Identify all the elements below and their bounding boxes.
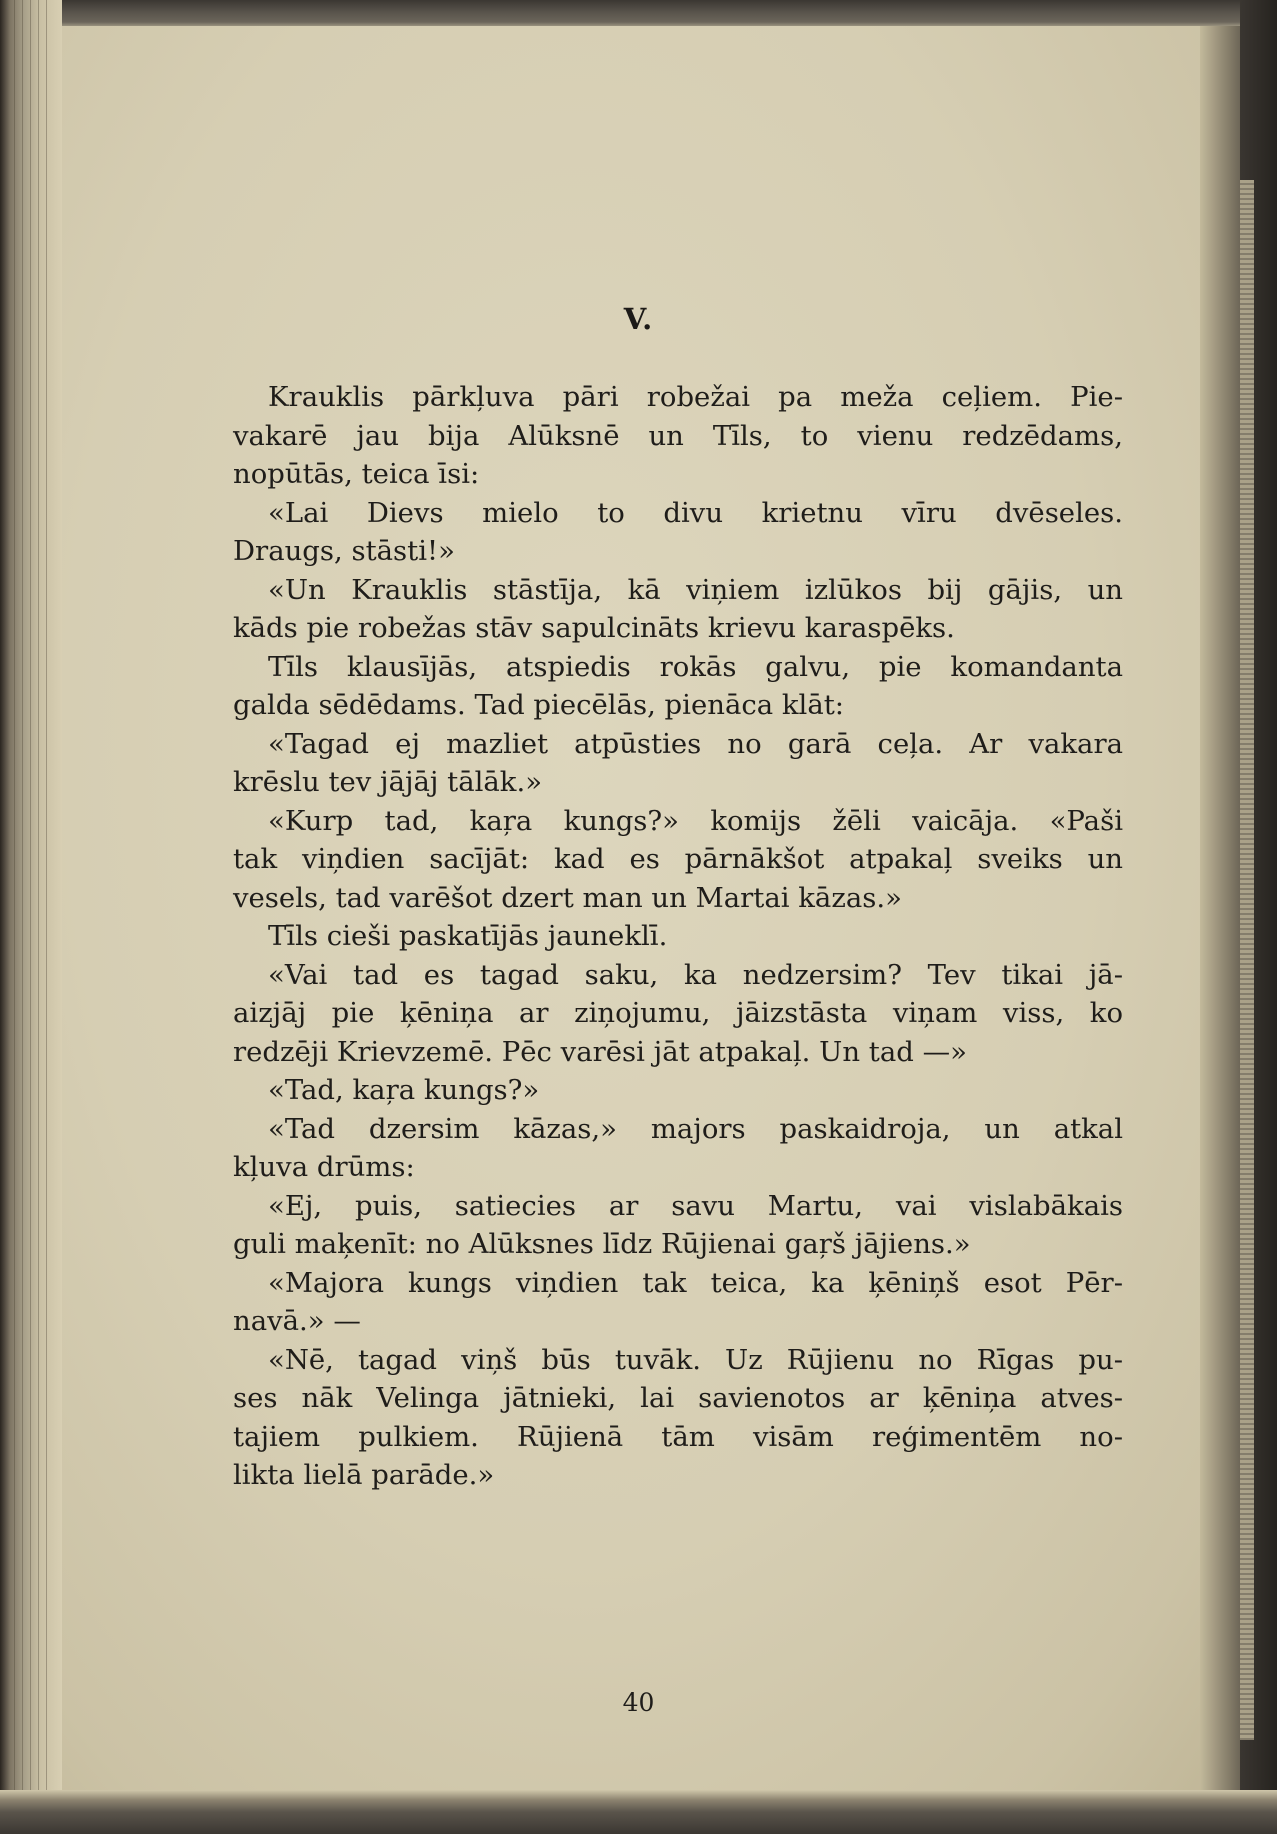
text-line: «Tagad ej mazliet atpūsties no garā ceļa. Ar vakara [268,727,1123,760]
text-line: «Un Krauklis stāstīja, kā viņiem izlūkos bij gājis, un [268,573,1123,606]
text-line: «Ej, puis, satiecies ar savu Martu, vai vislabākais [268,1189,1123,1222]
text-line: Krauklis pārkļuva pāri robežai pa meža ceļiem. Pie- [268,381,1123,413]
text-line: aizjāj pie ķēniņa ar ziņojumu, jāizstāsta viņam viss, ko [233,997,1123,1029]
page-number: 40 [622,1688,655,1717]
text-line: ses nāk Velinga jātnieki, lai savienotos ar ķēniņa atves- [233,1382,1123,1414]
body-text [233,378,1123,1495]
paragraph [233,494,1123,571]
bottom-binding-edge [0,1790,1277,1834]
text-line: nopūtās, teica īsi: [233,458,480,490]
page-gutter-shadow [1200,26,1240,1796]
paragraph [233,956,1123,1072]
paragraph [233,1264,1123,1341]
paragraph [233,571,1123,648]
text-line: tak viņdien sacījāt: kad es pārnākšot atpakaļ sveiks un [233,843,1123,875]
chapter-heading: V. [623,302,654,336]
text-line: «Tad dzersim kāzas,» majors paskaidroja, un atkal [268,1112,1123,1145]
text-line: «Kurp tad, kaŗa kungs?» komijs žēli vaicāja. «Paši [268,804,1123,837]
text-line: «Vai tad es tagad saku, ka nedzersim? Tev tikai jā- [268,958,1123,991]
page-edges [1240,180,1254,1740]
text-line: vakarē jau bija Alūksnē un Tīls, to vienu redzēdams, [233,419,1123,452]
text-line: likta lielā parāde.» [233,1459,495,1491]
paragraph [233,725,1123,802]
text-line: Tīls klausījās, atspiedis rokās galvu, pie komandanta [268,650,1123,683]
paragraph [233,1110,1123,1187]
paragraph [233,1071,1123,1110]
paragraph [233,1187,1123,1264]
left-binding-edge [0,0,62,1834]
text-line: «Lai Dievs mielo to divu krietnu vīru dvēseles. [268,496,1123,529]
paragraph [233,648,1123,725]
text-line: guli maķenīt: no Alūksnes līdz Rūjienai gaŗš jājiens.» [233,1228,971,1260]
text-line: kļuva drūms: [233,1151,415,1183]
paragraph [233,1341,1123,1495]
text-line: vesels, tad varēšot dzert man un Martai kāzas.» [233,881,902,914]
text-line: Tīls cieši paskatījās jauneklī. [268,920,668,952]
text-line: navā.» — [233,1305,361,1337]
text-line: Draugs, stāsti!» [233,535,455,567]
text-line: «Nē, tagad viņš būs tuvāk. Uz Rūjienu no Rīgas pu- [268,1343,1123,1376]
text-line: tajiem pulkiem. Rūjienā tām visām reģimentēm no- [233,1420,1123,1453]
paragraph [233,917,1123,956]
paragraph [233,378,1123,494]
text-line: redzēji Krievzemē. Pēc varēsi jāt atpakaļ. Un tad —» [233,1035,967,1068]
text-line: «Majora kungs viņdien tak teica, ka ķēniņš esot Pēr- [268,1266,1123,1299]
text-line: galda sēdēdams. Tad piecēlās, pienāca klāt: [233,689,845,721]
text-line: krēslu tev jājāj tālāk.» [233,766,543,798]
text-line: kāds pie robežas stāv sapulcināts krievu karaspēks. [233,612,955,644]
text-line: «Tad, kaŗa kungs?» [268,1074,540,1106]
paragraph [233,802,1123,918]
